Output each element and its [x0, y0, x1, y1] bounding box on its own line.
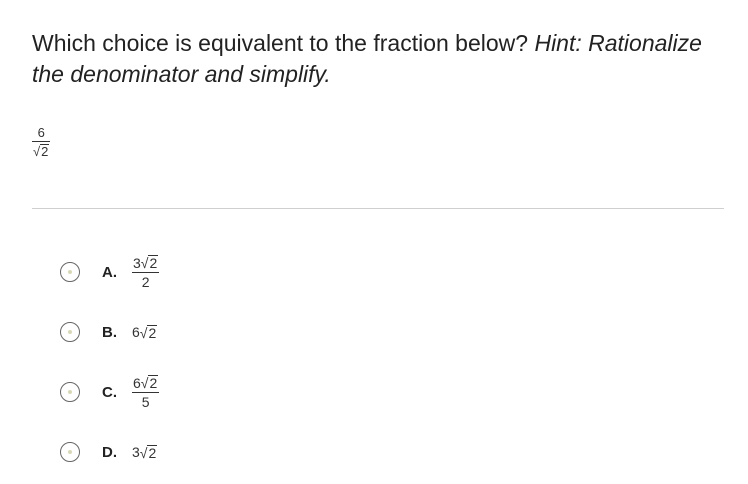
given-denominator: [32, 144, 50, 158]
choice-letter: C.: [102, 383, 117, 401]
radio-button-b[interactable]: [60, 322, 80, 342]
radical-sign: √: [139, 325, 148, 341]
radicand: 2: [149, 255, 158, 271]
choice-b-value: [132, 324, 157, 340]
coefficient: 3: [132, 444, 140, 460]
question-text: [32, 28, 722, 90]
question-prompt: Which choice is equivalent to the fraction below?: [32, 30, 535, 56]
given-fraction: [32, 126, 50, 158]
coefficient: 6: [133, 375, 141, 391]
radical-sign: √: [140, 375, 149, 391]
coefficient: 6: [132, 324, 140, 340]
radical-sign: √: [33, 144, 41, 159]
denominator: 2: [141, 274, 150, 290]
question-hint: Hint: Rationalize the denominator and simplify.: [32, 30, 702, 87]
choice-d-value: [132, 444, 157, 460]
answer-choices: [60, 242, 159, 482]
divider: [32, 208, 724, 209]
choice-letter: A.: [102, 263, 117, 281]
choice-d[interactable]: [60, 422, 159, 482]
choice-a-value: [132, 255, 159, 289]
radicand: 2: [148, 445, 157, 461]
radicand: 2: [41, 144, 49, 159]
radio-button-c[interactable]: [60, 382, 80, 402]
choice-c[interactable]: [60, 362, 159, 422]
denominator: 5: [141, 394, 150, 410]
coefficient: 3: [133, 255, 141, 271]
radical-sign: √: [140, 255, 149, 271]
choice-c-value: [132, 375, 159, 409]
radicand: 2: [149, 375, 158, 391]
radical-sign: √: [139, 445, 148, 461]
radio-button-d[interactable]: [60, 442, 80, 462]
given-numerator: 6: [37, 125, 45, 140]
choice-letter: B.: [102, 323, 117, 341]
choice-b[interactable]: [60, 302, 159, 362]
choice-letter: D.: [102, 443, 117, 461]
radicand: 2: [148, 325, 157, 341]
radio-button-a[interactable]: [60, 262, 80, 282]
choice-a[interactable]: [60, 242, 159, 302]
